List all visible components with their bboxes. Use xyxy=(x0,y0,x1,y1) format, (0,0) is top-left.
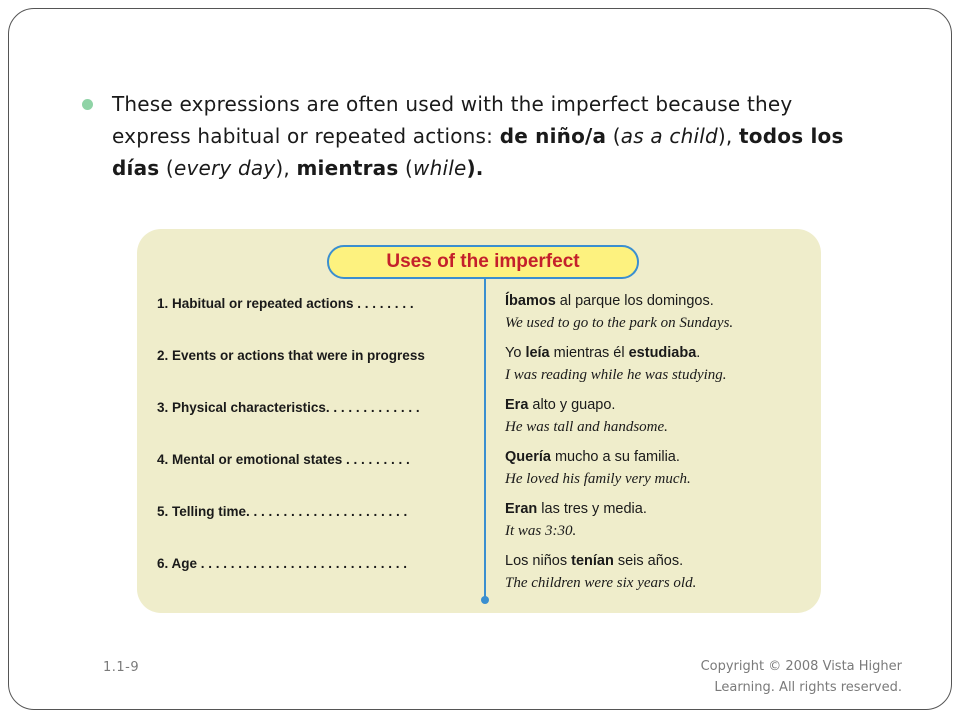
example-verb: Era xyxy=(505,397,529,413)
table-row xyxy=(137,551,821,601)
table-row xyxy=(137,395,821,445)
example-verb: leía xyxy=(525,345,550,361)
bullet-segment: todos los días xyxy=(112,124,844,180)
bullet-segment: ). xyxy=(466,156,484,180)
bullet-point xyxy=(82,88,862,184)
example-text: . xyxy=(696,345,701,361)
example-verb: estudiaba xyxy=(628,345,697,361)
english-translation: I was reading while he was studying. xyxy=(505,367,727,383)
example-sentence xyxy=(505,551,805,571)
bullet-segment: as a child xyxy=(620,124,718,148)
copyright-notice xyxy=(642,656,902,698)
imperfect-uses-table xyxy=(137,229,821,613)
english-translation: He loved his family very much. xyxy=(505,471,691,487)
example-sentence xyxy=(505,343,805,363)
bullet-segment: ( xyxy=(159,156,174,180)
slide-number: 1.1-9 xyxy=(103,660,140,675)
bullet-segment: ( xyxy=(606,124,621,148)
use-label: 5. Telling time. . . . . . . . . . . . . . . . . . . . . . xyxy=(157,504,408,519)
english-translation: He was tall and handsome. xyxy=(505,419,668,435)
bullet-text xyxy=(112,88,862,184)
table-row xyxy=(137,499,821,549)
bullet-segment: ), xyxy=(717,124,740,148)
bullet-segment: mientras xyxy=(296,156,399,180)
example-verb: Eran xyxy=(505,501,538,517)
example-text: mientras él xyxy=(549,345,629,361)
example-text: al parque los domingos. xyxy=(555,293,714,309)
bullet-segment: ), xyxy=(275,156,297,180)
use-label: 6. Age . . . . . . . . . . . . . . . . . . . . . . . . . . . . xyxy=(157,556,408,571)
example-verb: Quería xyxy=(505,449,551,465)
table-title: Uses of the imperfect xyxy=(327,245,639,279)
table-row xyxy=(137,447,821,497)
english-translation: We used to go to the park on Sundays. xyxy=(505,315,734,331)
example-verb: Íbamos xyxy=(505,293,556,309)
use-label: 1. Habitual or repeated actions . . . . . . . . xyxy=(157,296,414,311)
bullet-segment: These expressions are often used with the imperfect because they express habitual or repeated actions: xyxy=(112,92,793,148)
english-translation: It was 3:30. xyxy=(505,523,577,539)
use-label: 2. Events or actions that were in progress xyxy=(157,348,425,363)
bullet-segment: every day xyxy=(173,156,276,180)
bullet-dot-icon xyxy=(82,99,93,110)
example-text: las tres y media. xyxy=(537,501,647,517)
example-text: Yo xyxy=(505,345,526,361)
use-label: 4. Mental or emotional states . . . . . . . . . xyxy=(157,452,410,467)
example-sentence xyxy=(505,499,805,519)
bullet-segment: while xyxy=(413,156,467,180)
table-row xyxy=(137,343,821,393)
example-verb: tenían xyxy=(571,553,614,569)
example-text: mucho a su familia. xyxy=(550,449,680,465)
example-text: Los niños xyxy=(505,553,572,569)
english-translation: The children were six years old. xyxy=(505,575,697,591)
example-text: seis años. xyxy=(613,553,684,569)
example-sentence xyxy=(505,447,805,467)
bullet-segment: de niño/a xyxy=(499,124,607,148)
example-sentence xyxy=(505,395,805,415)
bullet-segment: ( xyxy=(398,156,414,180)
copyright-line-1: Copyright © 2008 Vista Higher xyxy=(700,659,902,674)
copyright-line-2: Learning. All rights reserved. xyxy=(714,680,902,695)
table-row xyxy=(137,291,821,341)
example-sentence xyxy=(505,291,805,311)
example-text: alto y guapo. xyxy=(528,397,616,413)
use-label: 3. Physical characteristics. . . . . . . . . . . . . xyxy=(157,400,420,415)
